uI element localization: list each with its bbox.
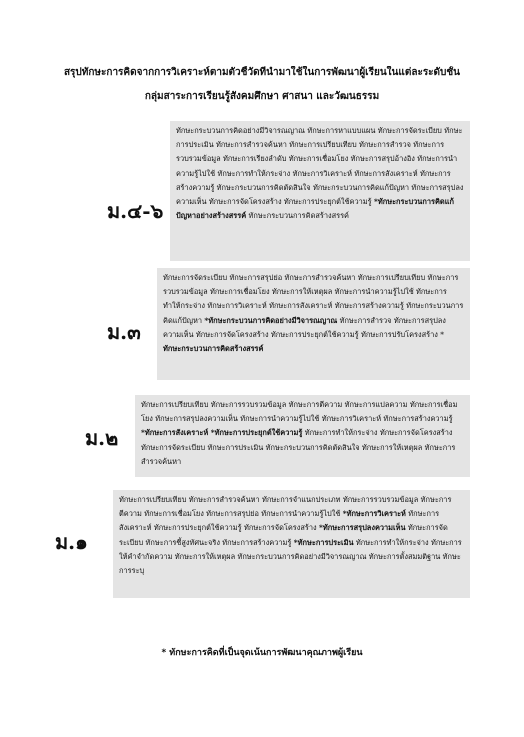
skills-text: ทักษะการเปรียบเทียบ ทักษะการรวบรวมข้อมูล ทักษะการตีความ ทักษะการแปลความ ทักษะการเชื่อมโยง ทักษะการสรุปลงความเห็น ทักษะการนำความรู้ไปใช้ ทักษะการวิเคราะห์ ทักษะการสร้างความรู้ <box>141 400 458 424</box>
skills-text: ทักษะการสังเคราะห์ ทักษะการประยุกต์ใช้ความรู้ ทักษะการจัดโครงสร้าง <box>119 509 440 533</box>
highlight-skill: *ทักษะกระบวนการคิดอย่างมีวิจารณญาณ <box>204 315 338 325</box>
skills-text: ทักษะการสำรวจ ทักษะการสรุปลงความเห็น ทักษะการจัดโครงสร้าง ทักษะการประยุกต์ใช้ความรู้ ทักษะการปรับโครงสร้าง * <box>163 315 446 339</box>
highlight-skill: *ทักษะการสังเคราะห์ *ทักษะการประยุกต์ใช้ความรู้ <box>141 428 303 438</box>
skills-text: ทักษะการจัดระเบียบ ทักษะการสรุปย่อ ทักษะการสำรวจค้นหา ทักษะการเปรียบเทียบ ทักษะการรวบรวมข้อมูล ทักษะการเชื่อมโยง ทักษะการให้เหตุผล ทักษะการนำความรู้ไปใช้ ทักษะการทำให้กระจ่าง ทักษะการวิเคราะห์ ทักษะการสังเคราะห์ ทักษะการสร้างความรู้ ทักษะกระบวนการคิดแก้ปัญหา <box>163 273 464 325</box>
skills-text: ทักษะการทำให้กระจ่าง ทักษะการให้คำจำกัดความ ทักษะการให้เหตุผล ทักษะกระบวนการคิดอย่างมีวิจารณญาณ ทักษะการตั้งสมมติฐาน ทักษะการระบุ <box>119 537 462 576</box>
skills-text: ทักษะการจัดระเบียบ ทักษะการชี้สูงทัศนะจริง ทักษะการสร้างความรู้ <box>119 523 448 547</box>
skills-box-m4-6 <box>170 121 470 261</box>
footnote: * ทักษะการคิดที่เป็นจุดเน้นการพัฒนาคุณภาพผู้เรียน <box>161 648 363 658</box>
skills-text: ทักษะกระบวนการคิดอย่างมีวิจารณญาณ ทักษะการหาแบบแผน ทักษะการจัดระเบียบ ทักษะการประเมิน ทักษะการสำรวจค้นหา ทักษะการเปรียบเทียบ ทักษะการสำรวจ ทักษะการรวบรวมข้อมูล ทักษะการเรียงลำดับ ทักษะการเชื่อมโยง ทักษะการสรุปอ้างอิง ทักษะการนำความรู้ไปใช้ ทักษะการทำให้กระจ่าง ทักษะการวิเคราะห์ ทักษะการสังเคราะห์ ทักษะการสร้างความรู้ ทักษะกระบวนการคิดตัดสินใจ ทักษะกระบวนการคิดแก้ปัญหา ทักษะการสรุปลงความเห็น ทักษะการจัดโครงสร้าง ทักษะการประยุกต์ใช้ความรู้ <box>176 126 464 207</box>
grade-label-m3: ม.๓ <box>107 320 141 344</box>
skills-box-m1 <box>113 490 470 598</box>
highlight-skill: *ทักษะการวิเคราะห์ <box>342 509 406 519</box>
skills-box-m2 <box>135 395 470 477</box>
page-title: สรุปทักษะการคิดจากการวิเคราะห์ตามตัวชี้วัดที่นำมาใช้ในการพัฒนาผู้เรียนในแต่ละระดับชั้น <box>63 67 461 78</box>
skills-box-m3 <box>157 268 470 380</box>
highlight-skill: ทักษะกระบวนการคิดสร้างสรรค์ <box>163 344 264 354</box>
skills-text: ทักษะการทำให้กระจ่าง ทักษะการจัดโครงสร้าง ทักษะการจัดระเบียบ ทักษะการประเมิน ทักษะกระบวนการคิดตัดสินใจ ทักษะการให้เหตุผล ทักษะการสำรวจค้นหา <box>141 428 456 466</box>
skills-text: ทักษะการเปรียบเทียบ ทักษะการสำรวจค้นหา ทักษะการจำแนกประเภท ทักษะการรวบรวมข้อมูล ทักษะการตีความ ทักษะการเชื่อมโยง ทักษะการสรุปย่อ ทักษะการนำความรู้ไปใช้ <box>119 495 452 519</box>
skills-text: ทักษะกระบวนการคิดสร้างสรรค์ <box>248 211 349 221</box>
grade-label-m1: ม.๑ <box>55 530 88 554</box>
highlight-skill: *ทักษะกระบวนการคิดแก้ปัญหาอย่างสร้างสรรค์ <box>176 197 454 221</box>
page-subtitle: กลุ่มสาระการเรียนรู้สังคมศึกษา ศาสนา และวัฒนธรรม <box>144 91 380 102</box>
grade-label-m2: ม.๒ <box>85 426 119 450</box>
highlight-skill: *ทักษะการประเมิน <box>293 537 354 547</box>
grade-label-m4-6: ม.๔-๖ <box>107 199 164 223</box>
highlight-skill: *ทักษะการสรุปลงความเห็น <box>318 523 406 533</box>
